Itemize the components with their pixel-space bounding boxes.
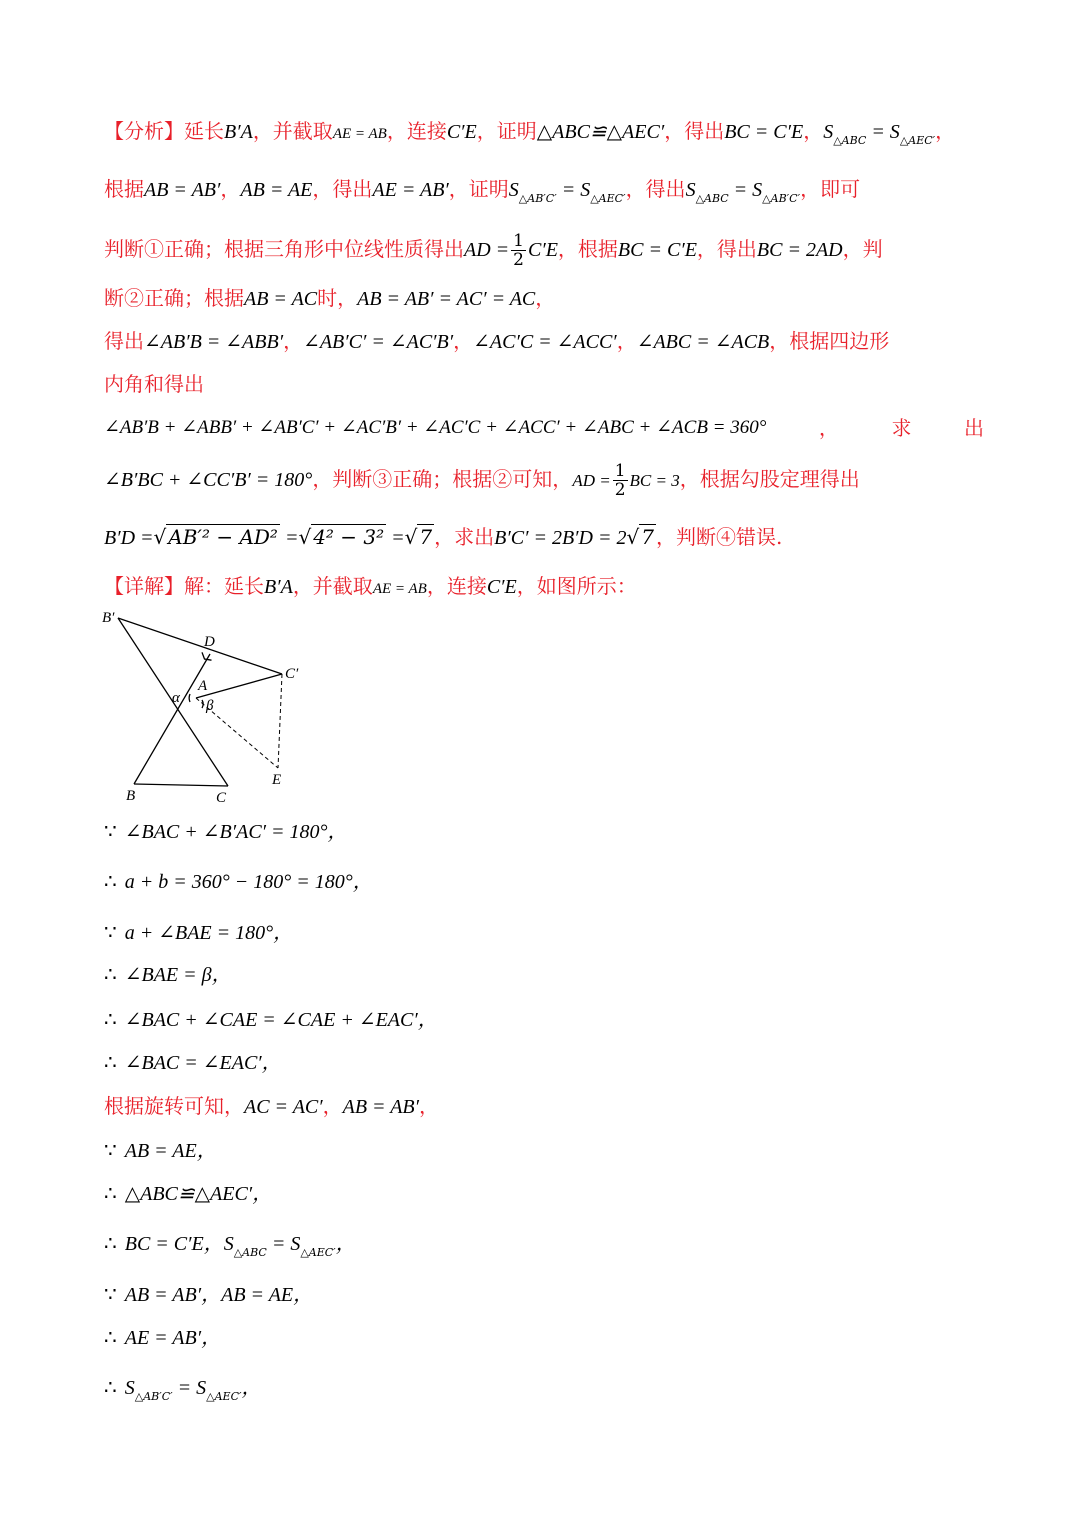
- math: ，: [293, 1284, 314, 1306]
- geometry-figure: [98, 606, 318, 806]
- math: S: [685, 179, 696, 201]
- text: ，并截取: [292, 574, 373, 598]
- math: BC = C′E: [724, 121, 804, 143]
- label-b-prime: B′: [102, 610, 115, 626]
- step-13: [104, 1372, 984, 1406]
- math: AB = AB′: [144, 179, 221, 201]
- math: B′D =: [104, 527, 154, 549]
- segment-b-prime-c-prime: [118, 618, 282, 674]
- math: C′E: [486, 576, 517, 598]
- sqrt-radicand: AB′² − AD²: [168, 525, 278, 549]
- therefore-symbol: ∴: [104, 1231, 117, 1255]
- step-2: [104, 866, 984, 897]
- math: C′E: [527, 239, 558, 261]
- text: ，: [322, 1094, 343, 1118]
- subscript: △ABC: [233, 1246, 267, 1259]
- math: AD =: [572, 471, 611, 490]
- analysis-line-6: [104, 369, 984, 399]
- text: ，连接: [386, 119, 447, 143]
- text: 延长: [184, 119, 224, 143]
- math: ∠ABC = ∠ACB: [636, 331, 770, 353]
- text: ，根据: [557, 237, 618, 261]
- sqrt-sign: √: [404, 525, 418, 549]
- math: ，: [335, 1233, 356, 1255]
- text: 内角和得出: [104, 372, 204, 396]
- analysis-line-2: [104, 174, 984, 208]
- fraction-denominator: 2: [513, 250, 524, 270]
- because-symbol: ∵: [104, 1282, 117, 1306]
- therefore-symbol: ∴: [104, 962, 117, 986]
- subscript: △AB′C′: [134, 1390, 173, 1403]
- text: ，: [453, 329, 474, 353]
- text: ，即可: [800, 177, 861, 201]
- math: ，: [211, 964, 232, 986]
- math: ∠BAC = ∠EAC′: [124, 1052, 262, 1074]
- math: ，: [252, 1183, 273, 1205]
- label-e: E: [272, 772, 282, 788]
- math: = S: [866, 121, 900, 143]
- step-9: [104, 1178, 984, 1209]
- math: ，: [261, 1052, 282, 1074]
- math: AB = AC: [244, 288, 318, 310]
- text: ，得出: [664, 119, 725, 143]
- step-1: [104, 816, 984, 847]
- sqrt-sign: √: [626, 525, 640, 549]
- step-4: [104, 959, 984, 990]
- right-angle-marker: [202, 652, 212, 660]
- subscript: △AEC′: [206, 1390, 242, 1403]
- label-c: C: [216, 790, 227, 806]
- therefore-symbol: ∴: [104, 869, 117, 893]
- detail-line: [104, 571, 984, 604]
- label-a: A: [198, 678, 208, 694]
- text: 根据旋转可知，: [104, 1094, 244, 1118]
- math: ，: [201, 1284, 222, 1306]
- math: AB = AE: [221, 1284, 294, 1306]
- analysis-line-5: [104, 326, 984, 357]
- subscript: △ABC: [695, 192, 729, 205]
- because-symbol: ∵: [104, 1138, 117, 1162]
- math: BC = C′E: [124, 1233, 204, 1255]
- subscript: △AB′C′: [518, 192, 557, 205]
- fraction-denominator: 2: [614, 480, 626, 500]
- math: AE = AB′: [372, 179, 449, 201]
- text: ，证明: [448, 177, 509, 201]
- math: = S: [266, 1233, 301, 1255]
- step-5: [104, 1004, 984, 1035]
- math: AD =: [464, 239, 510, 261]
- text: ，: [803, 119, 824, 143]
- math: a + b = 360° − 180° = 180°: [124, 871, 353, 893]
- text: 出: [964, 416, 984, 440]
- subscript: △AEC′: [590, 192, 626, 205]
- math: ，: [327, 821, 348, 843]
- step-11: [104, 1279, 984, 1310]
- segment-a-c-prime: [196, 674, 282, 698]
- math: ∠BAC + ∠B′AC′ = 180°: [124, 821, 328, 843]
- therefore-symbol: ∴: [104, 1375, 117, 1399]
- math: B′A: [264, 576, 293, 598]
- math: AE = AB: [332, 126, 387, 142]
- analysis-line-1: [104, 116, 984, 150]
- math: B′A: [224, 121, 253, 143]
- math: △ABC≌△AEC′: [124, 1183, 253, 1205]
- fraction-numerator: 1: [513, 231, 524, 251]
- analysis-line-9: [104, 522, 984, 553]
- text: 得出: [104, 329, 144, 353]
- step-12: [104, 1322, 984, 1353]
- text: ，: [535, 286, 556, 310]
- text: ，求出: [434, 525, 495, 549]
- math: ∠AB′B + ∠ABB′ + ∠AB′C′ + ∠AC′B′ + ∠AC′C + ∠ACC′ + ∠ABC + ∠ACB = 360°: [104, 417, 767, 438]
- math: S: [223, 1233, 234, 1255]
- math: = S: [172, 1377, 207, 1399]
- text: 解：延长: [184, 574, 264, 598]
- subscript: △AEC′: [300, 1246, 336, 1259]
- sqrt-radicand: 4² − 3²: [313, 525, 385, 549]
- math: ∠AB′C′ = ∠AC′B′: [303, 331, 454, 353]
- therefore-symbol: ∴: [104, 1050, 117, 1074]
- math: C′E: [446, 121, 477, 143]
- sqrt-radicand: 7: [419, 525, 433, 549]
- math: ∠B′BC + ∠CC′B′ = 180°: [104, 469, 313, 491]
- math: AB = AB′ = AC′ = AC: [357, 288, 536, 310]
- text: 根据: [104, 177, 144, 201]
- step-10: [104, 1228, 984, 1262]
- therefore-symbol: ∴: [104, 1181, 117, 1205]
- subscript: △AEC′: [899, 134, 936, 147]
- detail-heading: 【详解】: [104, 574, 184, 598]
- fraction-numerator: 1: [614, 461, 626, 481]
- text: ，并截取: [252, 119, 333, 143]
- step-6: [104, 1047, 984, 1078]
- sqrt-sign: √: [153, 525, 167, 549]
- text: ，判断④错误.: [655, 525, 783, 549]
- math: BC = 2AD: [756, 239, 843, 261]
- text: ，判: [842, 237, 883, 261]
- math: ，: [241, 1377, 262, 1399]
- math: ∠BAE = β: [124, 964, 212, 986]
- text: 断②正确；根据: [104, 286, 244, 310]
- label-beta: β: [206, 698, 214, 714]
- because-symbol: ∵: [104, 920, 117, 944]
- math: B′C′ = 2B′D = 2: [494, 527, 627, 549]
- sqrt-sign: √: [298, 525, 312, 549]
- therefore-symbol: ∴: [104, 1325, 117, 1349]
- math: ，: [201, 1327, 222, 1349]
- text: ，得出: [696, 237, 757, 261]
- text: ，连接: [426, 574, 487, 598]
- text: ，证明: [476, 119, 537, 143]
- math: S: [823, 121, 834, 143]
- math: a + ∠BAE = 180°: [124, 922, 274, 944]
- label-alpha: α: [172, 690, 180, 706]
- text: ，: [616, 329, 637, 353]
- therefore-symbol: ∴: [104, 1007, 117, 1031]
- because-symbol: ∵: [104, 819, 117, 843]
- math: AB = AB′: [124, 1284, 202, 1306]
- math: = S: [728, 179, 763, 201]
- analysis-line-8: [104, 462, 984, 499]
- text: ，判断③正确；根据②可知，: [312, 467, 573, 491]
- math: AC = AC′: [244, 1096, 323, 1118]
- dashed-segment-c-prime-e: [278, 674, 282, 768]
- sqrt-radicand: 7: [641, 525, 654, 549]
- text: ，: [220, 177, 241, 201]
- text: 求: [891, 416, 912, 440]
- angle-alpha-arc: [189, 694, 190, 702]
- analysis-line-4: [104, 283, 984, 314]
- step-3: [104, 917, 984, 948]
- math: S: [508, 179, 519, 201]
- text: ，如图所示：: [516, 574, 637, 598]
- step-8: [104, 1135, 984, 1166]
- math: AE = AB′: [124, 1327, 202, 1349]
- text: ，: [419, 1094, 440, 1118]
- fraction: [511, 232, 526, 269]
- analysis-line-7: [104, 413, 984, 443]
- math: AE = AB: [372, 581, 427, 597]
- label-c-prime: C′: [285, 666, 299, 682]
- math: =: [279, 527, 299, 549]
- text: ，根据四边形: [769, 329, 890, 353]
- text: ，得出: [625, 177, 686, 201]
- math: ，: [196, 1140, 217, 1162]
- text: ，: [283, 329, 304, 353]
- math: ，: [417, 1009, 438, 1031]
- subscript: △AB′C′: [762, 192, 801, 205]
- text: ，根据勾股定理得出: [679, 467, 860, 491]
- analysis-heading: 【分析】: [104, 119, 184, 143]
- text: ，得出: [312, 177, 373, 201]
- math: BC = C′E: [617, 239, 697, 261]
- math: ∠BAC + ∠CAE = ∠CAE + ∠EAC′: [124, 1009, 418, 1031]
- math: = S: [556, 179, 591, 201]
- analysis-line-3: [104, 232, 984, 269]
- math: ，: [203, 1233, 224, 1255]
- subscript: △ABC: [833, 134, 867, 147]
- math: S: [124, 1377, 135, 1399]
- label-d: D: [204, 634, 215, 650]
- math: △ABC≌△AEC′: [536, 121, 665, 143]
- math: ∠AC′C = ∠ACC′: [473, 331, 617, 353]
- math: BC = 3: [629, 471, 680, 490]
- text: ，: [935, 119, 956, 143]
- text: ，: [818, 416, 839, 440]
- text: 判断①正确；根据三角形中位线性质得出: [104, 237, 464, 261]
- math: AB = AE: [124, 1140, 197, 1162]
- text: 时，: [317, 286, 358, 310]
- math: =: [386, 527, 405, 549]
- math: AB = AB′: [342, 1096, 420, 1118]
- label-b: B: [126, 788, 136, 804]
- segment-b-d: [134, 654, 210, 784]
- step-7: [104, 1091, 984, 1122]
- math: ，: [273, 922, 294, 944]
- math: AB = AE: [240, 179, 313, 201]
- fraction: [613, 462, 628, 499]
- segment-b-c: [134, 784, 228, 786]
- math: ∠AB′B = ∠ABB′: [144, 331, 284, 353]
- math: ，: [352, 871, 373, 893]
